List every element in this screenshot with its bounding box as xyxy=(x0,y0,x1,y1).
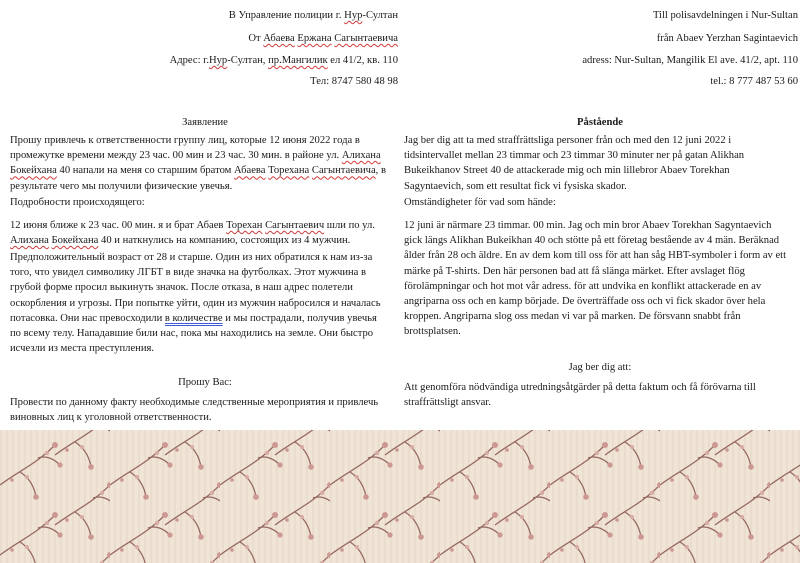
swedish-statement-page xyxy=(400,0,800,430)
statement-paragraph-2: 12 juni är närmare 23 timmar. 00 min. Jag och min bror Abaev Torekhan Sagyntaevich gick längs Alikhan Bukeikhan 40 och stötte på ett företag bestående av 4 män. Beräknad ålder från 28 och äldre. En av dem kom till oss för att han såg HBT-symboler i form av ett märke på T-shirts. Den här personen bad att få slänga märket. Efter avslaget flög förolämpningar och hot mot vår adress. för att undvika en konflikt attackerade en av angriparna oss och en kamp började. De överträffade oss och vi fick skador över hela kroppen. Angriparna slog oss medan vi var på marken. De försvann snabbt från brottsplatsen. xyxy=(404,220,787,338)
floral-branches-icon xyxy=(0,430,800,563)
addressee-line: В Управление полиции г. Нур-Султан xyxy=(228,10,398,21)
floral-branches-background xyxy=(0,430,800,563)
details-heading: Omständigheter för vad som hände: xyxy=(404,197,556,208)
statement-title: Påstående xyxy=(577,117,623,128)
russian-statement-page xyxy=(0,0,400,430)
address-line: adress: Nur-Sultan, Mangilik El ave. 41/2, apt. 110 xyxy=(582,55,798,66)
statement-paragraph-1: Jag ber dig att ta med straffrättsliga personer från och med den 12 juni 2022 i tidsintervallet mellan 23 timmar och 23 timmar 30 minuter ner på gatan Alikhan Bukeikhanov Street 40 de attackerade mig och min lillebror Abaev Torekhan Sagyntaevich, som ett resultat fick vi fysiska skador. xyxy=(404,135,745,192)
request-heading: Прошу Вас: xyxy=(178,377,232,388)
details-heading: Подробности происходящего: xyxy=(10,197,145,208)
sender-line: från Abaev Yerzhan Sagintaevich xyxy=(656,33,798,44)
statement-title: Заявление xyxy=(182,117,228,128)
phone-line: Тел: 8747 580 48 98 xyxy=(310,76,398,87)
phone-line: tel.: 8 777 487 53 60 xyxy=(710,76,798,87)
request-paragraph: Провести по данному факту необходимые следственные мероприятия и привлечь виновных лиц к уголовной ответственности. xyxy=(10,397,379,424)
addressee-line: Till polisavdelningen i Nur-Sultan xyxy=(652,10,798,21)
address-line: Адрес: г.Нур-Султан, пр.Мангилик ел 41/2, кв. 110 xyxy=(169,55,398,66)
statement-paragraph-1: Прошу привлечь к ответственности группу лиц, которые 12 июня 2022 года в промежутке времени между 23 час. 00 мин и 23 час. 30 мин. в районе ул. Алихана Бокейхана 40 напали на меня со старшим братом Абаева Торехана Сагынтаевича, в результате чего мы получили физические увечья. xyxy=(10,135,386,192)
request-paragraph: Att genomföra nödvändiga utredningsåtgärder på detta faktum och få förövarna till straffrättsligt ansvar. xyxy=(404,382,756,409)
sender-line: От Абаева Ержана Сагынтаевича xyxy=(248,33,398,44)
statement-paragraph-2: 12 июня ближе к 23 час. 00 мин. я и брат Абаев Торехан Сагынтаевич шли по ул. Алихана Бокейхана 40 и наткнулись на компанию, состоящих из 4 мужчин. xyxy=(10,220,375,247)
statement-paragraph-3: Предположительный возраст от 28 и старше. Один из них обратился к нам из-за того, что увидел символику ЛГБТ в виде значка на футболках. Этот мужчина в грубой форме просил выкинуть значок. После отказа, в наш адрес полетели оскорбления и угрозы. При попытке уйти, один из мужчин набросился и началась потасовка. Они нас превосходили в количестве и мы пострадали, получив увечья по всему телу. Нападавшие били нас, пока мы находились на земле. Они быстро исчезли из места преступления. xyxy=(10,252,381,355)
request-heading: Jag ber dig att: xyxy=(568,362,632,373)
